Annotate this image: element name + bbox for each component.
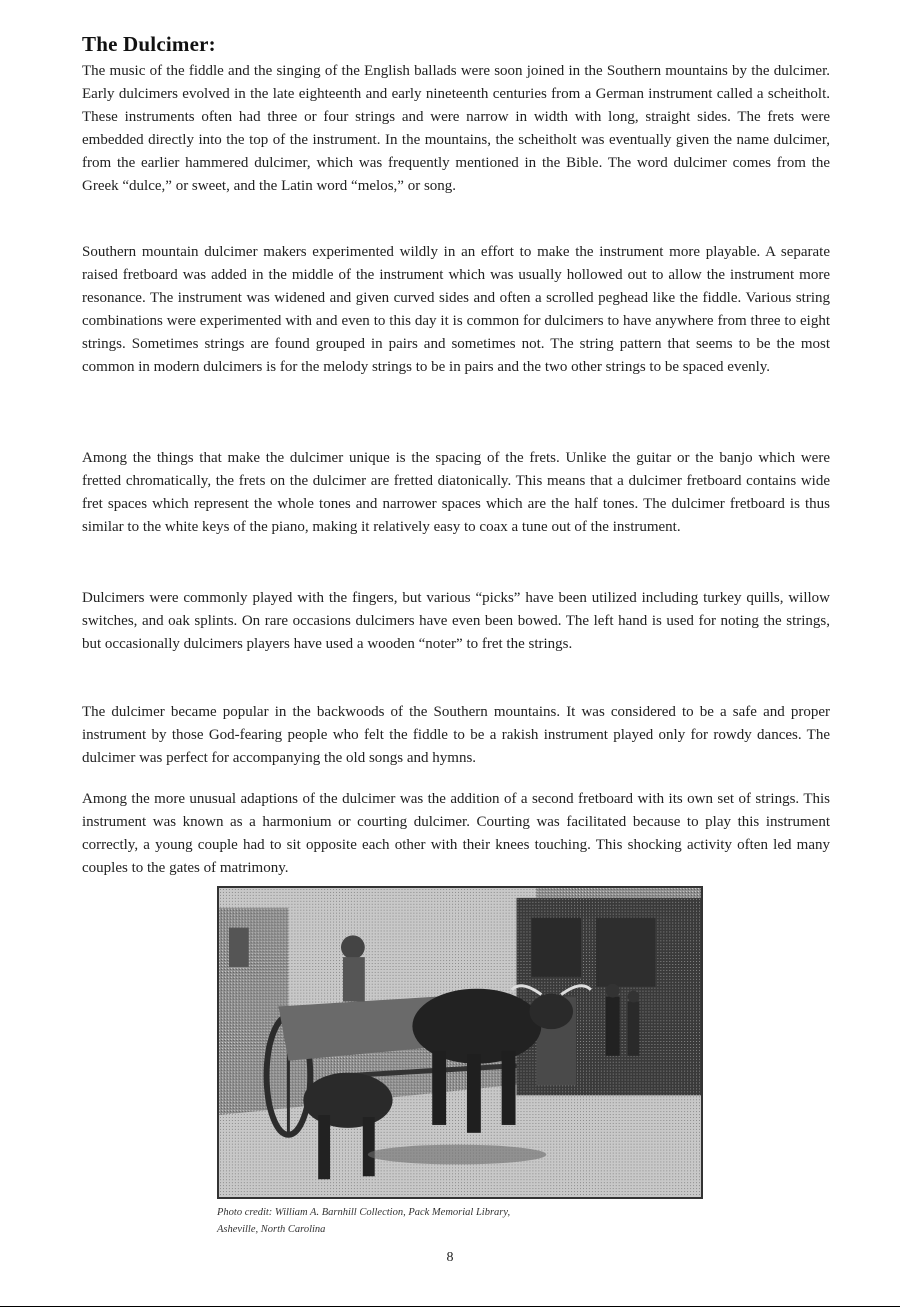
paragraph-popularity: The dulcimer became popular in the backwoods of the Southern mountains. It was considered to be a safe and proper instrument by those God-fearing people who felt the fiddle to be a rakish instrument played only for rowdy dances. The dulcimer was perfect for accompanying the old songs and hymns. — [82, 704, 830, 766]
ox-cart-photo — [217, 886, 703, 1199]
ox-cart-photo-illustration — [219, 888, 701, 1197]
paragraph-courting-dulcimer: Among the more unusual adaptions of the dulcimer was the addition of a second fretboard with its own set of strings. This instrument was known as a harmonium or courting dulcimer. Courting was facilitated because to play this instrument correctly, a young couple had to sit opposite each other with their knees touching. This shocking activity often led many couples to the gates of matrimony. — [82, 791, 830, 876]
photo-caption-line-1: Photo credit: William A. Barnhill Collection, Pack Memorial Library, — [217, 1207, 511, 1218]
paragraph-experimentation: Southern mountain dulcimer makers experimented wildly in an effort to make the instrument more playable. A separate raised fretboard was added in the middle of the instrument which was usually hollowed out to allow the instrument more resonance. The instrument was widened and given curved sides and often a scrolled peghead like the fiddle. Various string combinations were experimented with and even to this day it is common for dulcimers to have anywhere from three to eight strings. Sometimes strings are found grouped in pairs and sometimes not. The string pattern that seems to be the most common in modern dulcimers is for the melody strings to be in pairs and the two other strings to be spaced evenly. — [82, 244, 830, 375]
paragraph-fret-spacing: Among the things that make the dulcimer unique is the spacing of the frets. Unlike the guitar or the banjo which were fretted chromatically, the frets on the dulcimer are fretted diatonically. This means that a dulcimer fretboard contains wide fret spaces which represent the whole tones and narrower spaces which are the half tones. The dulcimer fretboard is thus similar to the white keys of the piano, making it relatively easy to coax a tune out of the instrument. — [82, 450, 830, 535]
paragraph-playing-technique: Dulcimers were commonly played with the fingers, but various “picks” have been utilized including turkey quills, willow switches, and oak splints. On rare occasions dulcimers have even been bowed. The left hand is used for noting the strings, but occasionally dulcimers players have used a wooden “noter” to fret the strings. — [82, 590, 830, 652]
photo-caption — [217, 1204, 707, 1238]
photo-caption-line-2: Asheville, North Carolina — [217, 1224, 326, 1235]
page-title: The Dulcimer: — [82, 32, 216, 56]
paragraph-origins: The music of the fiddle and the singing of the English ballads were soon joined in the Southern mountains by the dulcimer. Early dulcimers evolved in the late eighteenth and early nineteenth centuries from a German instrument called a scheitholt. These instruments often had three or four strings and were narrow in width with long, straight sides. The frets were embedded directly into the top of the instrument. In the mountains, the scheitholt was eventually given the name dulcimer, from the earlier hammered dulcimer, which was frequently mentioned in the Bible. The word dulcimer comes from the Greek “dulce,” or sweet, and the Latin word “melos,” or song. — [82, 63, 830, 194]
page-number: 8 — [446, 1250, 454, 1265]
